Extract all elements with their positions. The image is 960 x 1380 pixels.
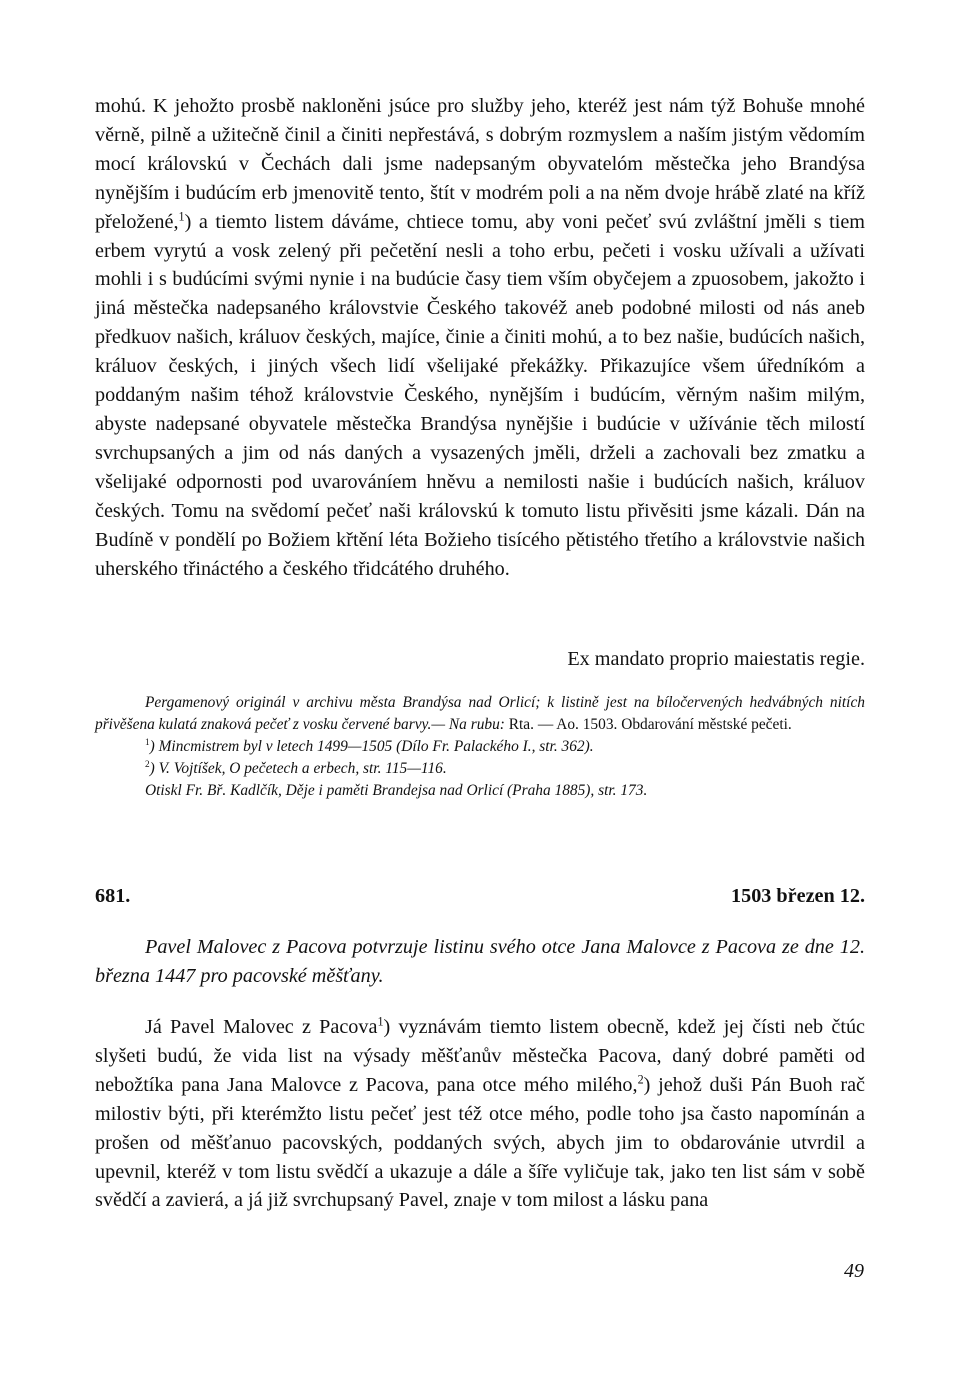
footnote-2-text: ) V. Vojtíšek, O pečetech a erbech, str. 115—116. [149,759,447,777]
page-number: 49 [844,1260,864,1282]
footnote-1-mark: 1 [145,736,150,747]
footnote-1-text: ) Mincmistrem byl v letech 1499—1505 (Dílo Fr. Palackého I., str. 362). [149,737,594,755]
source-note-italic: Pergamenový originál v archivu města Brandýsa nad Orlicí; k listině jest na bíločervených hedvábných nitích přivěšena kulatá znaková pečeť z vosku červené barvy.— Na rubu: [95,694,865,733]
document-number: 681. [95,885,131,907]
document-body [95,1013,865,1215]
charter-text [95,92,865,583]
document-date: 1503 březen 12. [731,885,865,907]
body-part2: ) vyznávám tiemto listem obecně, kdež jej čísti neb čtúc slyšeti budú, že vida list na výsady měšťanův městečka Pacova, daný dobré paměti od nebožtíka pana Jana Malovce z Pacova, pana otce mého milého, [95,1016,865,1096]
source-note [95,692,865,736]
body-mark-2: 2 [637,1072,644,1087]
body-mark-1: 1 [377,1014,384,1029]
editorial-notes [95,692,865,802]
document-header [95,885,865,908]
source-note-dorsal: Rta. — Ao. 1503. Obdarování městské pečeti. [504,715,792,733]
footnote-1 [95,736,865,758]
footnote-mark-1: 1 [178,208,185,223]
edition-note: Otiskl Fr. Bř. Kadlčík, Děje i paměti Brandejsa nad Orlicí (Praha 1885), str. 173. [145,781,648,799]
regest: Pavel Malovec z Pacova potvrzuje listinu svého otce Jana Malovce z Pacova ze dne 12. března 1447 pro pacovské měšťany. [95,936,865,987]
charter-text-part2: ) a tiemto listem dáváme, chtiece tomu, aby voni pečeť svú zvláštní jměli s tiem erbem vyrytú a vosk zelený při pečetění nesli a toho erbu, pečeti i vosku užívali a užívati mohli i s budúcími svými nynie i na budúcie časy tiem vším obyčejem a zpuosobem, jakožto i jiná městečka nadepsaného královstvie Českého takovéž aneb podobné milosti od nás aneb předkuov našich, králuov českých, majíce, činie a činiti mohú, a to bez našie, budúcích našich, králuov českých, i jiných všech lidí všelijaké překážky. Přikazujíce všem úředníkóm a poddaným našim téhož královstvie Českého, nynějším i budúcím, věrným našim milým, abyste nadepsané obyvatele městečka Brandýsa nynějšie i budúcie v užívánie těch milostí svrchupsaných a jim od nás daných a vysazených jměli, drželi a zachovali bez zmatku a všelijaké odpornosti pod uvarováníem hněvu a nemilosti našie i budúcích našich, králuov českých. Tomu na svědomí pečeť naši královskú k tomuto listu přivěsiti jsme kázali. Dán na Budíně v pondělí po Božiem křtění léta Božieho tisícého pětistého třetího a královstvie našich uherského třináctého a českého třidcátého druhého. [95,210,865,580]
body-part3: ) jehož duši Pán Buoh rač milostiv býti, při kterémžto listu pečeť jest též otce mého, podle toho jsa často napomínán a prošen od měšťanuo pacovských, poddaných svých, abych jim to obdarovánie utvrdil a upevnil, kteréž v tom listu svědčí a ukazuje a dále a šíře vyličuje tak, jako ten list sám v sobě svědčí a zavierá, a já již svrchupsaný Pavel, znaje v tom milost a lásku pana [95,1073,866,1212]
chancery-note: Ex mandato proprio maiestatis regie. [567,648,865,670]
charter-text-part1: mohú. K jehožto prosbě nakloněni jsúce pro služby jeho, kteréž jest nám týž Bohuše mnohé věrně, pilně a užitečně činil a činiti nepřestává, s dobrým rozmyslem a naším jistým vědomím mocí královskú v Čechách dali jsme nadepsaným obyvatelóm městečka jeho Brandýsa nynějším i budúcím erb jmenovitě tento, štít v modrém poli a na něm dvoje hrábě zlaté na kříž přeložené, [95,95,865,233]
footnote-2-mark: 2 [145,758,150,769]
footnote-2 [95,758,865,780]
body-part1: Já Pavel Malovec z Pacova [145,1016,378,1038]
